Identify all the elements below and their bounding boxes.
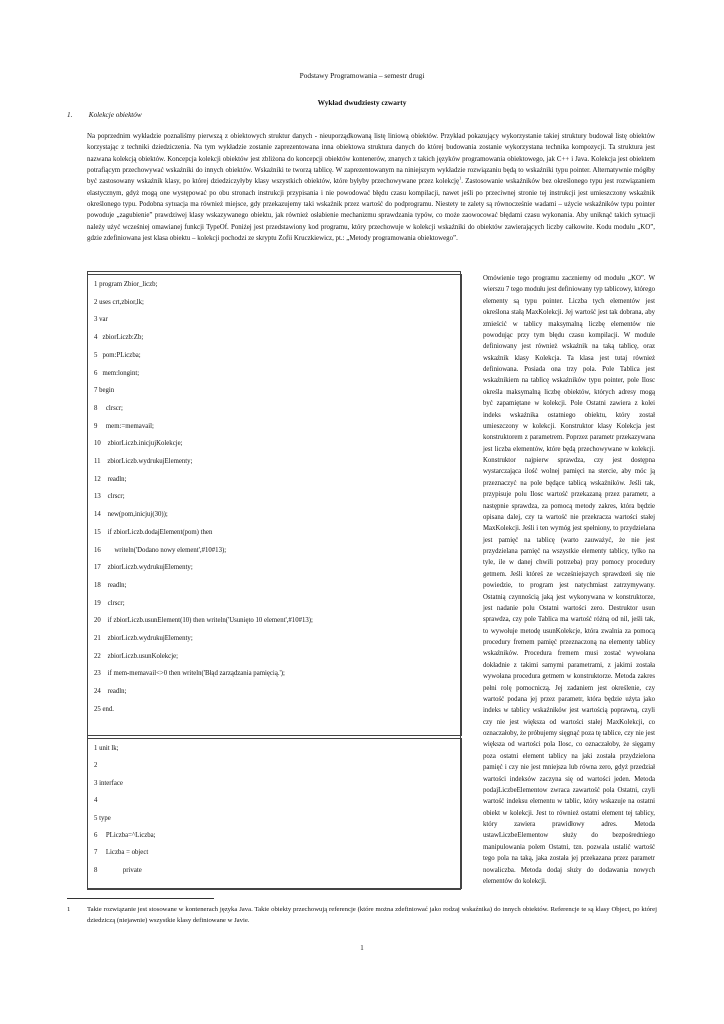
lecture-title: Wykład dwudziesty czwarty: [317, 98, 407, 107]
code-line: 14 new(pom,inicjuj(30));: [94, 511, 168, 519]
code-line: 13 clrscr;: [94, 493, 125, 501]
code-line: 8 clrscr;: [94, 404, 123, 412]
code-line: 21 zbiorLiczb.wydrukujElementy;: [94, 635, 193, 642]
footnote: [67, 904, 657, 927]
intro-paragraph: [87, 131, 655, 244]
code-line: 7 begin: [94, 387, 115, 395]
section-number: 1.: [67, 111, 73, 119]
code-line: 6 PLiczba=^Liczba;: [94, 832, 156, 839]
page-number: 1: [360, 945, 364, 952]
course-title: Podstawy Programowania – semestr drugi: [299, 71, 425, 80]
unit-listing: [87, 738, 462, 889]
code-line: 22 zbiorLiczb.usunKolekcje;: [94, 652, 178, 660]
code-line: 19 clrscr;: [94, 599, 125, 607]
code-line: 15 if zbiorLiczb.dodajElement(pom) then: [94, 528, 213, 536]
intro-text-part1: Na poprzednim wykładzie poznaliśmy pierwszą z obiektowych struktur danych - nieuporządkowaną listę liniową obiektów. Przykład pokazujący wykorzystanie takiej struktury budował listę obiektów korzystając z techniki dziedziczenia. Na tym wykładzie zostanie zaprezentowana inna obiektowa struktura danych do której budowania zostanie wykorzystana technika kompozycji. Ta struktura jest nazwana kolekcją obiektów. Koncepcja kolekcji obiektów jest zbliżona do koncepcji obiektów kontenerów, znanych z takich języków programowania obiektowego, jak C++ i Java. Kolekcja jest obiektem potrafiącym przechowywać wskaźniki do innych obiektów. Wskaźniki te tworzą tablicę. W zaprezentowanym na niniejszym wykładzie rozwiązaniu będą to wskaźniki typu pointer. Alternatywnie mógłby być zastosowany wskaźnik klasy, po której dziedziczyłyby klasy wszystkich obiektów, które byłyby przechowywane przez kolekcję: [87, 133, 655, 186]
section-heading: [67, 111, 142, 119]
footnote-number: 1: [67, 906, 71, 913]
code-line: 2: [94, 762, 98, 770]
code-line: 4: [94, 797, 98, 805]
code-line: 1 unit lk;: [94, 745, 119, 752]
code-line: 6 mem:longint;: [94, 369, 140, 377]
footnote-divider: [67, 898, 214, 899]
footnote-text: Takie rozwiązanie jest stosowane w kontenerach języka Java. Takie obiekty przechowują referencje (które można zdefiniować jako rodzaj wskaźnika) do innych obiektów. Referencje te są klasy Object, po której dziedziczą (niejawnie) wszystkie klasy definiowane w Javie.: [87, 906, 657, 925]
code-line: 5 pom:PLiczba;: [94, 351, 141, 359]
code-line: 2 uses crt,zbior,lk;: [94, 298, 144, 306]
code-line: 20 if zbiorLiczb.usunElement(10) then writeln('Usunięto 10 element',#10#13);: [94, 617, 313, 625]
code-line: 12 readln;: [94, 475, 127, 483]
code-line: 11 zbiorLiczb.wydrukujElementy;: [94, 458, 193, 465]
code-line: 8 private: [94, 866, 142, 874]
code-line: 3 interface: [94, 779, 123, 787]
section-title: Kolekcje obiektów: [88, 111, 142, 119]
program-listing: [87, 274, 462, 736]
code-line: 9 mem:=memavail;: [94, 422, 154, 430]
code-line: 17 zbiorLiczb.wydrukujElementy;: [94, 564, 193, 572]
code-line: 18 readln;: [94, 581, 127, 589]
code-line: 16 writeln('Dodano nowy element',#10#13);: [94, 546, 227, 554]
intro-text-part2: . Zastosowanie wskaźników bez określonego typu jest rozwiązaniem elastycznym, gdyż mogą one występować po obu stronach instrukcji przypisania i nie powodować błędu czasu kompilacji, nawet jeśli po przeciwnej stronie tej instrukcji jest umieszczony wskaźnik określonego typu. Podobna sytuacja ma również miejsce, gdy przekazujemy taki wskaźnik przez wartość do podprogramu. Niestety te zalety są równocześnie wadami – użycie wskaźników typu pointer powoduje „zagubienie” prawdziwej klasy wskazywanego obiektu, jak również osłabienie mechanizmu sprawdzania typów, co może zaowocować błędami czasu wykonania. Aby uniknąć takich sytuacji należy użyć wcześniej omawianej funkcji TypeOf. Poniżej jest przedstawiony kod programu, który przechowuje w kolekcji wskaźniki do obiektów zawierających liczby całkowite. Kodu modułu „KO”, gdzie zdefiniowana jest klasa obiektu – kolekcji pochodzi ze skryptu Zofii Kruczkiewicz, pt.: „Metody programowania obiektowego”.: [87, 178, 655, 243]
code-line: 10 zbiorLiczb.inicjujKolekcje;: [94, 440, 183, 448]
code-line: 24 readln;: [94, 688, 127, 696]
program-description: Omówienie tego programu zaczniemy od modułu „KO”. W wierszu 7 tego modułu jest definiowany typ tablicowy, którego elementy są typu pointer. Liczba tych elementów jest określona stałą MaxKolekcji. Jej wartość jest tak dobrana, aby zmieścić w tablicy maksymalną liczbę elementów nie powodując przy tym błędu czasu kompilacji. W module definiowany jest również wskaźnik na taką tablicę, oraz wskaźnik klasy Kolekcja. Ta klasa jest tutaj również definiowana. Posiada ona trzy pola. Pole Tablica jest wskaźnikiem na tablicę wskaźników typu pointer, pole Ilosc określa maksymalną liczbę obiektów, których adresy mogą być zapamiętane w kolekcji. Pole Ostatni zawiera z kolei indeks wskaźnika ostatniego obiektu, który został umieszczony w kolekcji. Konstruktor klasy Kolekcja jest konstruktorem z parametrem. Poprzez parametr przekazywana jest liczba elementów, które będą przechowywane w kolekcji. Konstruktor najpierw sprawdza, czy jest dostępna wystarczająca ilość wolnej pamięci na stercie, aby móc ją przeznaczyć na pole będące tablicą wskaźników. Jeśli tak, przypisuje polu Ilosc wartość przekazaną przez parametr, a następnie sprawdza, za pomocą metody zakres, która będzie opisana dalej, czy ta wartość nie przekracza wartości stałej MaxKolekcji. Jeśli i ten wymóg jest spełniony, to przydzielana jest pamięć na tablicę (warto zauważyć, że nie jest przydzielana pamięć na wszystkie elementy tablicy, tylko na tyle, ile w danej chwili potrzeba) przy pomocy procedury getmem. Jeśli któreś ze wcześniejszych sprawdzeń się nie powiedzie, to program jest natychmiast zatrzymywany. Ostatnią czynnością jaką jest wykonywana w konstruktorze, jest nadanie polu Ostatni wartości zero. Destruktor usun sprawdza, czy pole Tablica ma wartość różną od nil, jeśli tak, to wywołuje metodę usunKolekcje, która zwalnia za pomocą procedury fremem pamięć przeznaczoną na elementy tablicy wskaźników. Procedura fremem musi zostać wywołana dokładnie z takimi samymi parametrami, z jakimi została wywołana procedura getmem w konstruktorze. Metoda zakres pełni rolę pomocniczą. Jej zadaniem jest określenie, czy wartość podana jej przez parametr, która będzie użyta jako indeks w tablicy wskaźników jest wartością poprawną, czyli czy nie jest większa od wartości stałej MaxKolekcji, co oznaczałoby, że próbujemy sięgnąć poza tę tablice, czy nie jest większa od wartości pola Ilosc, co oznaczałoby, że sięgamy poza ostatni element tablicy na jaki została przydzielona pamięć i czy nie jest mniejsza lub równa zero, gdyż przedział wartości indeksów zaczyna się od wartości jeden. Metoda podajLiczbeElementow zwraca zawartość pola Ostatni, czyli wartość indeksu elementu w tablic, który wskazuje na ostatni obiekt w kolekcji. Jest to również ostatni element tej tablicy, który zawiera prawidłowy adres. Metoda ustawLiczbeElementow służy do bezpośredniego manipulowania polem Ostatni, tzn. pozwala ustalić wartość tego pola na taką, jaka została jej przekazana przez parametr nowaliczba. Metoda dodaj służy do dodawania nowych elementów do kolekcji.: [483, 275, 655, 885]
code-line: 5 type: [94, 814, 111, 822]
code-line: 4 zbiorLiczb:Zb;: [94, 334, 144, 342]
code-line: 1 program Zbior_liczb;: [94, 281, 158, 288]
code-line: 23 if mem-memavail<>0 then writeln('Błąd zarządzania pamięcią.');: [94, 670, 285, 678]
code-line: 7 Liczba = object: [94, 849, 149, 857]
code-line: 3 var: [94, 316, 108, 324]
footnote-reference[interactable]: 1: [459, 176, 462, 182]
code-line: 25 end.: [94, 705, 115, 713]
